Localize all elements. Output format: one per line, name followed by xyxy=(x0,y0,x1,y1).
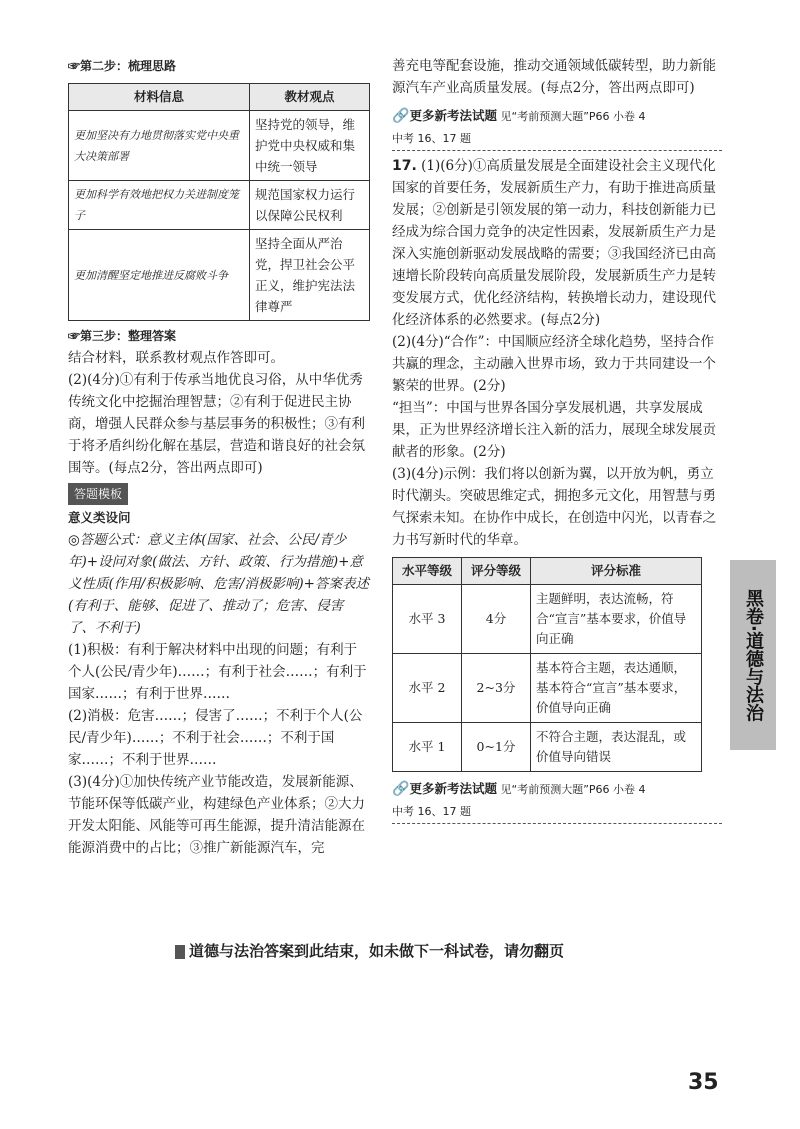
q17-part-2: (2)(4分)“合作”：中国顺应经济全球化趋势，坚持合作共赢的理念，主动融入世界市场，致力于共同建设一个繁荣的世界。(2分) xyxy=(392,334,716,394)
more-title: 更多新考法试题 xyxy=(409,781,498,796)
answer-part-3: (3)(4分)①加快传统产业节能改造，发展新能源、节能环保等低碳产业，构建绿色产业体系；②大力开发太阳能、风能等可再生能源，提升清洁能源在能源消费中的占比；③推广新能源汽车，完 xyxy=(68,774,365,856)
material-cell: 更加科学有效地把权力关进制度笼子 xyxy=(69,181,250,230)
level-cell: 水平 3 xyxy=(393,585,462,654)
negative-meaning: (2)消极：危害……；侵害了……；不利于个人(公民/青少年)……；不利于社会……；不利于国家……；不利于世界…… xyxy=(68,708,363,768)
q17-part-3: (3)(4分)示例：我们将以创新为翼，以开放为帆，勇立时代潮头。突破思维定式，拥抱多元文化，用智慧与勇气探索未知。在协作中成长，在创造中闪光，以青春之力书写新时代的华章。 xyxy=(392,466,716,548)
marker-icon xyxy=(175,945,185,959)
more-title: 更多新考法试题 xyxy=(409,108,498,123)
positive-meaning: (1)积极：有利于解决材料中出现的问题；有利于个人(公民/青少年)……；有利于社会……；有利于国家……；有利于世界…… xyxy=(68,642,367,702)
criteria-cell: 基本符合主题，表达通顺，基本符合“宣言”基本要求，价值导向正确 xyxy=(531,654,702,723)
level-cell: 水平 1 xyxy=(393,723,462,772)
viewpoint-cell: 规范国家权力运行以保障公民权利 xyxy=(250,181,370,230)
step3-heading: ☞第三步：整理答案 xyxy=(68,329,177,343)
viewpoint-cell: 坚持全面从严治党，捍卫社会公平正义，维护宪法法律尊严 xyxy=(250,230,370,321)
table-header: 评分等级 xyxy=(462,558,531,585)
score-cell: 4分 xyxy=(462,585,531,654)
template-title: 意义类设问 xyxy=(68,510,131,525)
more-questions-link[interactable] xyxy=(392,105,722,151)
q17-part-1: (1)(6分)①高质量发展是全面建设社会主义现代化国家的首要任务，发展新质生产力，有助于推进高质量发展；②创新是引领发展的第一动力，科技创新能力已经成为综合国力竞争的决定性因素，发展新质生产力是深入实施创新驱动发展战略的需要；③我国经济已由高速增长阶段转向高质量发展阶段，发展新质生产力是转变发展方式，优化经济结构，转换增长动力，建设现代化经济体系的必然要求。(每点2分) xyxy=(392,158,716,328)
more-questions-link[interactable] xyxy=(392,778,722,824)
table-row xyxy=(393,723,702,772)
analysis-table xyxy=(68,83,370,321)
link-icon: 🔗 xyxy=(392,781,410,797)
criteria-cell: 主题鲜明，表达流畅，符合“宣言”基本要求，价值导向正确 xyxy=(531,585,702,654)
left-column xyxy=(68,55,370,859)
answer-formula: ◎答题公式：意义主体(国家、社会、公民/青少年)+设问对象(做法、方针、政策、行为措施)+意义性质(作用/积极影响、危害/消极影响)+答案表述(有利于、能够、促进了、推动了；危害、侵害了、不利于) xyxy=(68,532,369,636)
viewpoint-cell: 坚持党的领导，维护党中央权威和集中统一领导 xyxy=(250,111,370,181)
table-row xyxy=(393,585,702,654)
level-cell: 水平 2 xyxy=(393,654,462,723)
more-ref: 见“考前预测大题”P66 小卷 4 xyxy=(500,110,646,123)
step2-heading: ☞第二步：梳理思路 xyxy=(68,59,177,73)
page-number: 35 xyxy=(688,1070,719,1095)
table-header: 评分标准 xyxy=(531,558,702,585)
answer-note: 结合材料，联系教材观点作答即可。 xyxy=(68,350,284,366)
template-badge: 答题模板 xyxy=(68,483,128,505)
criteria-cell: 不符合主题，表达混乱，或价值导向错误 xyxy=(531,723,702,772)
scoring-table xyxy=(392,557,702,772)
table-header: 教材观点 xyxy=(250,84,370,111)
material-cell: 更加清醒坚定地推进反腐败斗争 xyxy=(69,230,250,321)
end-notice-text: 道德与法治答案到此结束，如未做下一科试卷，请勿翻页 xyxy=(189,942,565,960)
more-sub: 中考 16、17 题 xyxy=(392,801,722,824)
answer-part-2: (2)(4分)①有利于传承当地优良习俗，从中华优秀传统文化中挖掘治理智慧；②有利于促进民主协商，增强人民群众参与基层事务的积极性；③有利于将矛盾纠纷化解在基层，营造和谐良好的社会氛围等。(每点2分，答出两点即可) xyxy=(68,372,365,476)
right-column xyxy=(392,55,722,828)
table-row xyxy=(393,654,702,723)
score-cell: 2~3分 xyxy=(462,654,531,723)
question-number: 17. xyxy=(392,158,417,174)
section-side-tab: 黑卷·道德与法治 xyxy=(730,560,776,750)
q17-part-2b: “担当”：中国与世界各国分享发展机遇，共享发展成果，正为世界经济增长注入新的活力，展现全球发展贡献者的形象。(2分) xyxy=(392,400,716,460)
more-sub: 中考 16、17 题 xyxy=(392,128,722,151)
table-row xyxy=(69,230,370,321)
end-notice xyxy=(175,940,564,961)
table-row xyxy=(69,111,370,181)
answer-continued: 善充电等配套设施，推动交通领域低碳转型，助力新能源汽车产业高质量发展。(每点2分，答出两点即可) xyxy=(392,58,716,96)
table-header: 水平等级 xyxy=(393,558,462,585)
score-cell: 0~1分 xyxy=(462,723,531,772)
link-icon: 🔗 xyxy=(392,108,410,124)
table-header: 材料信息 xyxy=(69,84,250,111)
more-ref: 见“考前预测大题”P66 小卷 4 xyxy=(500,783,646,796)
material-cell: 更加坚决有力地贯彻落实党中央重大决策部署 xyxy=(69,111,250,181)
table-row xyxy=(69,181,370,230)
